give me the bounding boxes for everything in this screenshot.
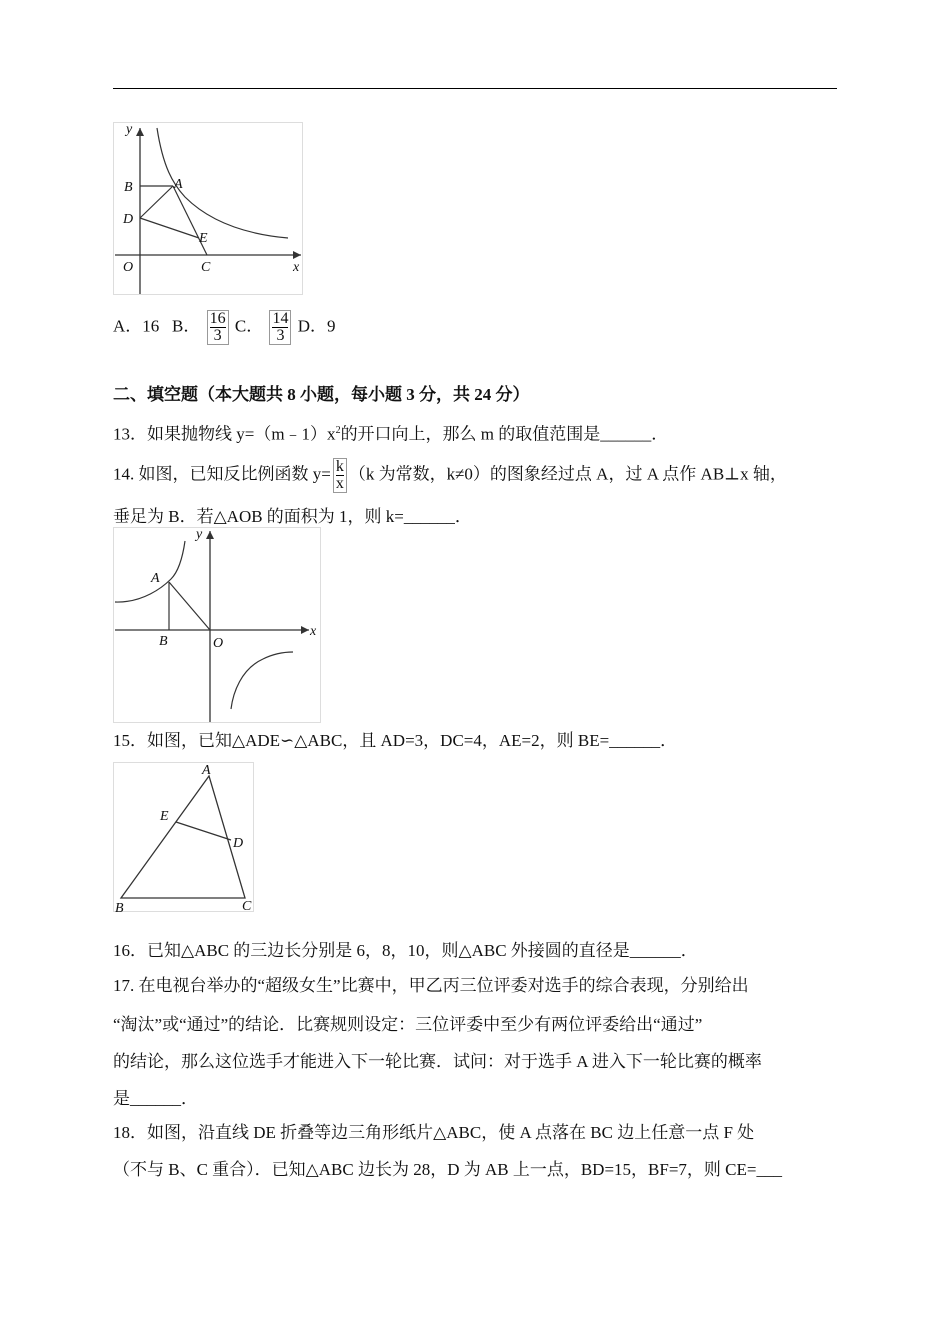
x-axis-arrow [293,251,301,259]
y-axis-arrow [136,128,144,136]
q15-figure [113,762,257,914]
choice-c-fraction: $\frac{14}{3}$ [269,310,291,345]
q14-fraction: $\frac{k}{x}$ [333,458,347,493]
question-14: 14. 如图，已知反比例函数 y= $\frac{k}{x}$ （k 为常数，k≠0）的图象经过点 A，过 A 点作 AB⊥x 轴， [113,458,787,492]
question-13: 13．如果抛物线 $y=(m﹣1)x^2$的开口向上，那么 m 的取值范围是______． [113,424,669,444]
label-e: E [160,809,169,824]
label-a: A [151,571,160,586]
choice-c: C． [234,316,264,336]
choice-b-fraction: $\frac{16}{3}$ [207,310,229,345]
label-x: x [293,260,300,275]
label-y: y [126,122,133,137]
question-17-line4: 是______． [113,1089,198,1108]
x-axis-arrow [301,626,309,634]
question-17-line3: 的结论，那么这位选手才能进入下一轮比赛．试问：对于选手 A 进入下一轮比赛的概率 [113,1052,762,1071]
question-17-line1: 17. 在电视台举办的“超级女生”比赛中，甲乙丙三位评委对选手的综合表现，分别给出 [113,976,749,995]
label-a: A [202,763,211,778]
hyperbola-lower-branch [231,652,293,709]
label-d: D [233,836,244,851]
triangle-abc [121,776,245,898]
hyperbola-upper-branch [115,541,185,602]
choice-b: B． [172,316,201,336]
header-rule [113,88,837,89]
q14-figure [113,527,323,725]
question-18-line1: 18．如图，沿直线 DE 折叠等边三角形纸片△ABC，使 A 点落在 BC 边上任意一点 F 处 [113,1123,755,1142]
label-b: B [124,180,133,195]
section2-heading: 二、填空题（本大题共 8 小题，每小题 3 分，共 24 分） [113,385,530,404]
label-e: E [199,231,208,246]
label-x: x [310,624,317,639]
q12-choices [113,310,336,345]
y-axis-arrow [206,531,214,539]
label-b: B [159,634,168,649]
choice-a: A．16 [113,316,160,336]
question-17-line2: “淘汰”或“通过”的结论．比赛规则设定：三位评委中至少有两位评委给出“通过” [113,1015,703,1034]
label-o: O [123,260,134,275]
segment-da [140,186,173,218]
question-15: 15．如图，已知△ADE∽△ABC，且 AD=3，DC=4，AE=2，则 BE=______． [113,731,678,750]
question-18-line2: （不与 B、C 重合）．已知△ABC 边长为 28，D 为 AB 上一点，BD=15，BF=7，则 CE=___ [113,1160,782,1179]
question-16: 16．已知△ABC 的三边长分别是 6，8，10，则△ABC 外接圆的直径是______． [113,941,698,960]
question-14-line2: 垂足为 B．若△AOB 的面积为 1，则 k=______． [113,507,472,526]
label-y: y [196,527,203,542]
label-c: C [201,260,211,275]
label-o: O [213,636,224,651]
label-d: D [123,212,134,227]
label-b: B [115,901,124,914]
q12-figure [113,122,305,297]
label-c: C [242,899,252,914]
segment-ao [169,582,210,630]
choice-d: D．9 [297,316,336,336]
label-a: A [174,177,183,192]
